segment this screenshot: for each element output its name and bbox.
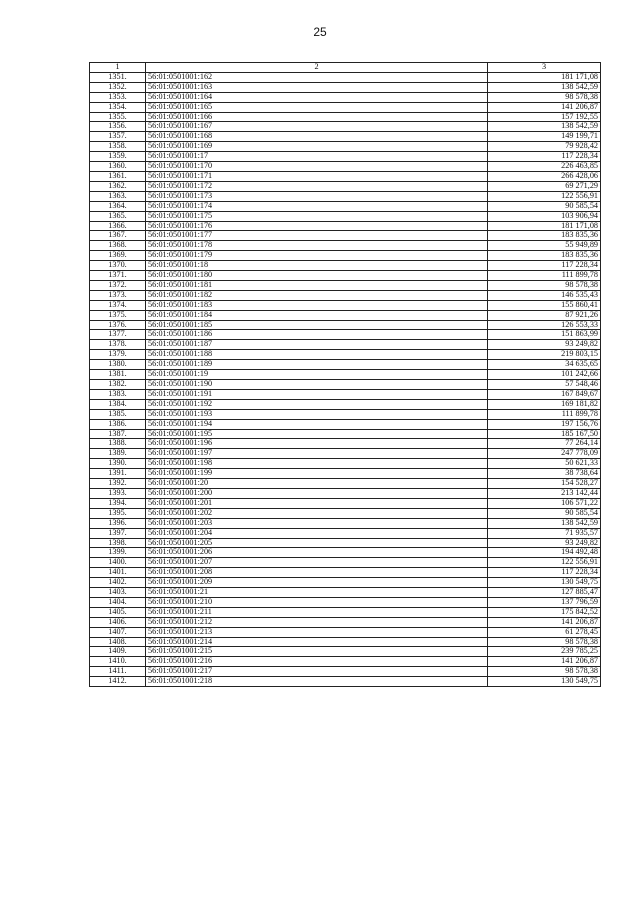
row-index-cell: 1382.: [90, 380, 146, 390]
table-row: [90, 667, 601, 677]
cadastral-number-cell: 56:01:0501001:165: [146, 102, 488, 112]
row-index-cell: 1351.: [90, 72, 146, 82]
cadastral-number-cell: 56:01:0501001:164: [146, 92, 488, 102]
cadastral-number-cell: 56:01:0501001:204: [146, 528, 488, 538]
table-row: [90, 360, 601, 370]
cadastral-number-cell: 56:01:0501001:210: [146, 597, 488, 607]
table-row: [90, 617, 601, 627]
cadastral-value-cell: 90 585,54: [488, 201, 601, 211]
row-index-cell: 1392.: [90, 479, 146, 489]
table-row: [90, 290, 601, 300]
row-index-cell: 1403.: [90, 588, 146, 598]
cadastral-value-cell: 117 228,34: [488, 152, 601, 162]
table-row: [90, 72, 601, 82]
cadastral-number-cell: 56:01:0501001:162: [146, 72, 488, 82]
cadastral-number-cell: 56:01:0501001:175: [146, 211, 488, 221]
cadastral-number-cell: 56:01:0501001:193: [146, 409, 488, 419]
row-index-cell: 1380.: [90, 360, 146, 370]
cadastral-value-cell: 130 549,75: [488, 578, 601, 588]
cadastral-value-cell: 101 242,66: [488, 370, 601, 380]
cadastral-number-cell: 56:01:0501001:172: [146, 181, 488, 191]
cadastral-value-cell: 98 578,38: [488, 667, 601, 677]
cadastral-value-cell: 167 849,67: [488, 389, 601, 399]
cadastral-number-cell: 56:01:0501001:20: [146, 479, 488, 489]
table-row: [90, 439, 601, 449]
cadastral-value-cell: 98 578,38: [488, 280, 601, 290]
column-header-index: 1: [90, 63, 146, 73]
cadastral-value-cell: 117 228,34: [488, 261, 601, 271]
cadastral-number-cell: 56:01:0501001:163: [146, 82, 488, 92]
row-index-cell: 1358.: [90, 142, 146, 152]
cadastral-number-cell: 56:01:0501001:199: [146, 469, 488, 479]
table-row: [90, 280, 601, 290]
cadastral-number-cell: 56:01:0501001:18: [146, 261, 488, 271]
cadastral-value-cell: 141 206,87: [488, 657, 601, 667]
table-row: [90, 191, 601, 201]
table-row: [90, 380, 601, 390]
table-row: [90, 558, 601, 568]
table-row: [90, 181, 601, 191]
table-row: [90, 657, 601, 667]
cadastral-number-cell: 56:01:0501001:211: [146, 607, 488, 617]
row-index-cell: 1370.: [90, 261, 146, 271]
table-row: [90, 419, 601, 429]
cadastral-value-cell: 141 206,87: [488, 617, 601, 627]
cadastral-number-cell: 56:01:0501001:206: [146, 548, 488, 558]
table-row: [90, 271, 601, 281]
cadastral-number-cell: 56:01:0501001:174: [146, 201, 488, 211]
row-index-cell: 1387.: [90, 429, 146, 439]
row-index-cell: 1373.: [90, 290, 146, 300]
cadastral-number-cell: 56:01:0501001:166: [146, 112, 488, 122]
table-row: [90, 459, 601, 469]
row-index-cell: 1402.: [90, 578, 146, 588]
cadastral-number-cell: 56:01:0501001:218: [146, 677, 488, 687]
cadastral-value-cell: 181 171,08: [488, 221, 601, 231]
table-row: [90, 627, 601, 637]
cadastral-value-cell: 137 796,59: [488, 597, 601, 607]
cadastral-number-cell: 56:01:0501001:196: [146, 439, 488, 449]
column-header-cadastral-number: 2: [146, 63, 488, 73]
row-index-cell: 1411.: [90, 667, 146, 677]
table-row: [90, 488, 601, 498]
cadastral-number-cell: 56:01:0501001:19: [146, 370, 488, 380]
cadastral-value-cell: 138 542,59: [488, 122, 601, 132]
table-row: [90, 310, 601, 320]
table-row: [90, 350, 601, 360]
row-index-cell: 1362.: [90, 181, 146, 191]
row-index-cell: 1372.: [90, 280, 146, 290]
row-index-cell: 1383.: [90, 389, 146, 399]
row-index-cell: 1397.: [90, 528, 146, 538]
row-index-cell: 1374.: [90, 300, 146, 310]
cadastral-number-cell: 56:01:0501001:178: [146, 241, 488, 251]
table-row: [90, 568, 601, 578]
row-index-cell: 1385.: [90, 409, 146, 419]
cadastral-value-cell: 247 778,09: [488, 449, 601, 459]
cadastral-value-cell: 87 921,26: [488, 310, 601, 320]
row-index-cell: 1386.: [90, 419, 146, 429]
row-index-cell: 1376.: [90, 320, 146, 330]
cadastral-number-cell: 56:01:0501001:188: [146, 350, 488, 360]
cadastral-value-cell: 77 264,14: [488, 439, 601, 449]
table-row: [90, 112, 601, 122]
cadastral-number-cell: 56:01:0501001:208: [146, 568, 488, 578]
row-index-cell: 1381.: [90, 370, 146, 380]
cadastral-value-cell: 219 803,15: [488, 350, 601, 360]
cadastral-number-cell: 56:01:0501001:179: [146, 251, 488, 261]
table-row: [90, 607, 601, 617]
row-index-cell: 1364.: [90, 201, 146, 211]
row-index-cell: 1399.: [90, 548, 146, 558]
table-row: [90, 469, 601, 479]
row-index-cell: 1363.: [90, 191, 146, 201]
table-row: [90, 171, 601, 181]
table-row: [90, 389, 601, 399]
page-number: 25: [313, 25, 327, 39]
cadastral-value-cell: 197 156,76: [488, 419, 601, 429]
cadastral-number-cell: 56:01:0501001:209: [146, 578, 488, 588]
row-index-cell: 1410.: [90, 657, 146, 667]
row-index-cell: 1400.: [90, 558, 146, 568]
cadastral-value-cell: 149 199,71: [488, 132, 601, 142]
row-index-cell: 1406.: [90, 617, 146, 627]
table-row: [90, 142, 601, 152]
table-row: [90, 211, 601, 221]
row-index-cell: 1398.: [90, 538, 146, 548]
cadastral-value-cell: 55 949,89: [488, 241, 601, 251]
cadastral-number-cell: 56:01:0501001:180: [146, 271, 488, 281]
cadastral-value-cell: 126 553,33: [488, 320, 601, 330]
cadastral-value-table: [89, 62, 601, 687]
table-row: [90, 300, 601, 310]
row-index-cell: 1360.: [90, 162, 146, 172]
cadastral-number-cell: 56:01:0501001:195: [146, 429, 488, 439]
cadastral-value-cell: 122 556,91: [488, 558, 601, 568]
table-row: [90, 340, 601, 350]
cadastral-value-cell: 69 271,29: [488, 181, 601, 191]
cadastral-number-cell: 56:01:0501001:201: [146, 498, 488, 508]
cadastral-number-cell: 56:01:0501001:186: [146, 330, 488, 340]
table-row: [90, 597, 601, 607]
table-row: [90, 231, 601, 241]
cadastral-value-cell: 175 842,52: [488, 607, 601, 617]
cadastral-value-cell: 38 738,64: [488, 469, 601, 479]
table-row: [90, 122, 601, 132]
cadastral-number-cell: 56:01:0501001:189: [146, 360, 488, 370]
table-row: [90, 518, 601, 528]
cadastral-value-cell: 226 463,85: [488, 162, 601, 172]
cadastral-value-cell: 130 549,75: [488, 677, 601, 687]
row-index-cell: 1389.: [90, 449, 146, 459]
cadastral-value-cell: 138 542,59: [488, 518, 601, 528]
cadastral-number-cell: 56:01:0501001:212: [146, 617, 488, 627]
table-header-row: [90, 63, 601, 73]
row-index-cell: 1395.: [90, 508, 146, 518]
cadastral-value-cell: 181 171,08: [488, 72, 601, 82]
cadastral-value-cell: 50 621,33: [488, 459, 601, 469]
cadastral-number-cell: 56:01:0501001:191: [146, 389, 488, 399]
cadastral-number-cell: 56:01:0501001:184: [146, 310, 488, 320]
row-index-cell: 1409.: [90, 647, 146, 657]
cadastral-number-cell: 56:01:0501001:182: [146, 290, 488, 300]
cadastral-value-cell: 61 278,45: [488, 627, 601, 637]
cadastral-number-cell: 56:01:0501001:197: [146, 449, 488, 459]
row-index-cell: 1412.: [90, 677, 146, 687]
cadastral-number-cell: 56:01:0501001:170: [146, 162, 488, 172]
table-row: [90, 201, 601, 211]
cadastral-value-cell: 117 228,34: [488, 568, 601, 578]
table-row: [90, 251, 601, 261]
cadastral-value-cell: 90 585,54: [488, 508, 601, 518]
cadastral-number-cell: 56:01:0501001:169: [146, 142, 488, 152]
row-index-cell: 1375.: [90, 310, 146, 320]
row-index-cell: 1388.: [90, 439, 146, 449]
cadastral-value-cell: 183 835,36: [488, 251, 601, 261]
table-row: [90, 498, 601, 508]
row-index-cell: 1401.: [90, 568, 146, 578]
cadastral-value-cell: 185 167,50: [488, 429, 601, 439]
cadastral-value-cell: 157 192,55: [488, 112, 601, 122]
cadastral-value-cell: 93 249,82: [488, 538, 601, 548]
cadastral-value-cell: 141 206,87: [488, 102, 601, 112]
cadastral-number-cell: 56:01:0501001:203: [146, 518, 488, 528]
cadastral-value-cell: 266 428,06: [488, 171, 601, 181]
row-index-cell: 1384.: [90, 399, 146, 409]
cadastral-value-cell: 106 571,22: [488, 498, 601, 508]
cadastral-number-cell: 56:01:0501001:190: [146, 380, 488, 390]
row-index-cell: 1352.: [90, 82, 146, 92]
cadastral-value-cell: 111 899,78: [488, 271, 601, 281]
table-row: [90, 479, 601, 489]
cadastral-number-cell: 56:01:0501001:173: [146, 191, 488, 201]
cadastral-value-cell: 127 885,47: [488, 588, 601, 598]
cadastral-value-cell: 183 835,36: [488, 231, 601, 241]
cadastral-value-cell: 213 142,44: [488, 488, 601, 498]
row-index-cell: 1408.: [90, 637, 146, 647]
table-row: [90, 102, 601, 112]
cadastral-value-cell: 138 542,59: [488, 82, 601, 92]
table-row: [90, 449, 601, 459]
row-index-cell: 1361.: [90, 171, 146, 181]
table-row: [90, 330, 601, 340]
cadastral-value-cell: 194 492,48: [488, 548, 601, 558]
cadastral-number-cell: 56:01:0501001:215: [146, 647, 488, 657]
cadastral-value-cell: 98 578,38: [488, 637, 601, 647]
cadastral-value-cell: 146 535,43: [488, 290, 601, 300]
cadastral-value-cell: 122 556,91: [488, 191, 601, 201]
cadastral-number-cell: 56:01:0501001:177: [146, 231, 488, 241]
cadastral-number-cell: 56:01:0501001:17: [146, 152, 488, 162]
row-index-cell: 1394.: [90, 498, 146, 508]
row-index-cell: 1404.: [90, 597, 146, 607]
row-index-cell: 1405.: [90, 607, 146, 617]
table-row: [90, 399, 601, 409]
row-index-cell: 1355.: [90, 112, 146, 122]
row-index-cell: 1357.: [90, 132, 146, 142]
cadastral-value-cell: 111 899,78: [488, 409, 601, 419]
row-index-cell: 1377.: [90, 330, 146, 340]
row-index-cell: 1353.: [90, 92, 146, 102]
row-index-cell: 1378.: [90, 340, 146, 350]
table-row: [90, 508, 601, 518]
table-row: [90, 677, 601, 687]
table-row: [90, 429, 601, 439]
table-row: [90, 221, 601, 231]
cadastral-number-cell: 56:01:0501001:187: [146, 340, 488, 350]
table-row: [90, 132, 601, 142]
cadastral-value-cell: 155 860,41: [488, 300, 601, 310]
cadastral-value-cell: 57 548,46: [488, 380, 601, 390]
cadastral-value-cell: 93 249,82: [488, 340, 601, 350]
cadastral-number-cell: 56:01:0501001:176: [146, 221, 488, 231]
cadastral-number-cell: 56:01:0501001:205: [146, 538, 488, 548]
row-index-cell: 1369.: [90, 251, 146, 261]
table-row: [90, 588, 601, 598]
row-index-cell: 1365.: [90, 211, 146, 221]
cadastral-number-cell: 56:01:0501001:202: [146, 508, 488, 518]
table-row: [90, 162, 601, 172]
cadastral-number-cell: 56:01:0501001:200: [146, 488, 488, 498]
cadastral-value-cell: 169 181,82: [488, 399, 601, 409]
cadastral-number-cell: 56:01:0501001:207: [146, 558, 488, 568]
row-index-cell: 1407.: [90, 627, 146, 637]
table-body: [90, 72, 601, 686]
cadastral-value-cell: 154 528,27: [488, 479, 601, 489]
cadastral-number-cell: 56:01:0501001:171: [146, 171, 488, 181]
cadastral-number-cell: 56:01:0501001:185: [146, 320, 488, 330]
row-index-cell: 1354.: [90, 102, 146, 112]
cadastral-number-cell: 56:01:0501001:21: [146, 588, 488, 598]
cadastral-value-cell: 239 785,25: [488, 647, 601, 657]
row-index-cell: 1359.: [90, 152, 146, 162]
cadastral-number-cell: 56:01:0501001:216: [146, 657, 488, 667]
table-row: [90, 261, 601, 271]
cadastral-number-cell: 56:01:0501001:181: [146, 280, 488, 290]
table-row: [90, 528, 601, 538]
row-index-cell: 1390.: [90, 459, 146, 469]
cadastral-number-cell: 56:01:0501001:198: [146, 459, 488, 469]
table-row: [90, 92, 601, 102]
table-row: [90, 647, 601, 657]
row-index-cell: 1371.: [90, 271, 146, 281]
cadastral-number-cell: 56:01:0501001:214: [146, 637, 488, 647]
table-row: [90, 637, 601, 647]
row-index-cell: 1367.: [90, 231, 146, 241]
table-row: [90, 538, 601, 548]
table-row: [90, 152, 601, 162]
cadastral-number-cell: 56:01:0501001:213: [146, 627, 488, 637]
table-row: [90, 82, 601, 92]
table-row: [90, 548, 601, 558]
column-header-value: 3: [488, 63, 601, 73]
cadastral-number-cell: 56:01:0501001:192: [146, 399, 488, 409]
table-row: [90, 409, 601, 419]
row-index-cell: 1366.: [90, 221, 146, 231]
cadastral-value-cell: 79 928,42: [488, 142, 601, 152]
cadastral-value-cell: 34 635,65: [488, 360, 601, 370]
cadastral-number-cell: 56:01:0501001:183: [146, 300, 488, 310]
row-index-cell: 1391.: [90, 469, 146, 479]
cadastral-number-cell: 56:01:0501001:194: [146, 419, 488, 429]
cadastral-number-cell: 56:01:0501001:167: [146, 122, 488, 132]
row-index-cell: 1356.: [90, 122, 146, 132]
cadastral-number-cell: 56:01:0501001:168: [146, 132, 488, 142]
table-row: [90, 320, 601, 330]
row-index-cell: 1368.: [90, 241, 146, 251]
cadastral-value-cell: 103 906,94: [488, 211, 601, 221]
cadastral-value-cell: 151 863,99: [488, 330, 601, 340]
row-index-cell: 1393.: [90, 488, 146, 498]
table-row: [90, 578, 601, 588]
cadastral-value-cell: 98 578,38: [488, 92, 601, 102]
table-row: [90, 241, 601, 251]
cadastral-value-cell: 71 935,57: [488, 528, 601, 538]
row-index-cell: 1396.: [90, 518, 146, 528]
cadastral-number-cell: 56:01:0501001:217: [146, 667, 488, 677]
table-row: [90, 370, 601, 380]
row-index-cell: 1379.: [90, 350, 146, 360]
